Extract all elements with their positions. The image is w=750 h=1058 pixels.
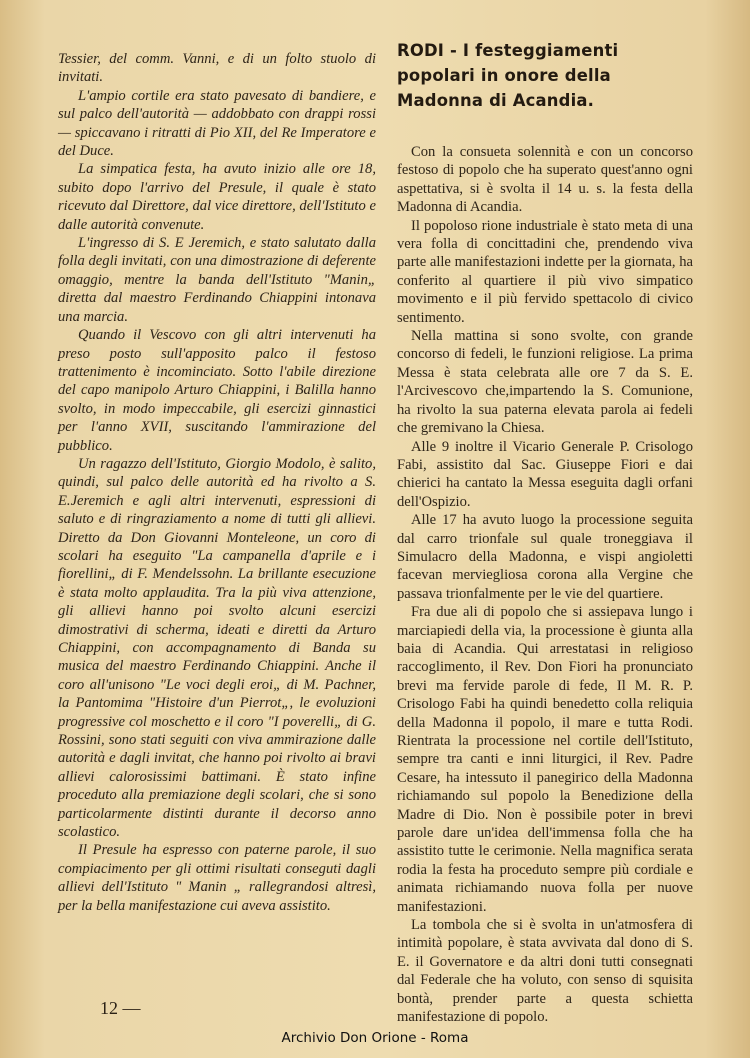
paragraph: Alle 17 ha avuto luogo la processione seguita dal carro trionfale sul quale troneggiava il Simulacro della Madonna, e vispi angioletti facevan merviegliosa corona alla Vergine che passava trionfalmente per le vie del quartiere. bbox=[397, 512, 693, 602]
paragraph: Alle 9 inoltre il Vicario Generale P. Crisologo Fabi, assistito dal Sac. Giuseppe Fiori e dai chierici ha cantato la Messa eseguita dagli orfani dell'Ospizio. bbox=[397, 438, 693, 510]
right-column-article bbox=[397, 38, 693, 1027]
page-number: 12 — bbox=[100, 998, 141, 1018]
paragraph: La tombola che si è svolta in un'atmosfera di intimità popolare, è stata avvivata dal dono di S. E. il Governatore e da altri doni tutti consegnati dal Federale che ha voluto, con senso di squisita bontà, prender parte a questa schietta manifestazione di popolo. bbox=[397, 917, 693, 1026]
archive-footer: Archivio Don Orione - Roma bbox=[281, 1030, 469, 1046]
paragraph: La simpatica festa, ha avuto inizio alle ore 18, subito dopo l'arrivo del Presule, il quale è stato ricevuto dal Direttore, dal vice direttore, dell'Istituto e dalle autorità convenute. bbox=[58, 161, 376, 233]
paragraph: Il popoloso rione industriale è stato meta di una vera folla di concittadini che, prendendo viva parte alle manifestazioni indette per la giornata, ha conferito al quartiere il più vivo simpatico movimento e il più fervido spettacolo di civico sentimento. bbox=[397, 217, 693, 326]
paragraph: Il Presule ha espresso con paterne parole, il suo compiacimento per gli ottimi risultati conseguti dagli allievi dell'Istituto " Manin „ rallegrandosi altresì, per la bella manifestazione cui aveva assistito. bbox=[58, 842, 376, 914]
article-headline: RODI - I festeggiamenti popolari in onore della Madonna di Acandia. bbox=[397, 41, 619, 110]
paragraph: Con la consueta solennità e con un concorso festoso di popolo che ha superato quest'anno ogni aspettativa, si è svolta il 14 u. s. la festa della Madonna di Acandia. bbox=[397, 144, 693, 216]
paragraph: Tessier, del comm. Vanni, e di un folto stuolo di invitati. bbox=[58, 51, 376, 86]
paragraph: Quando il Vescovo con gli altri intervenuti ha preso posto sull'apposito palco il festoso trattenimento è incominciato. Sotto l'abile direzione del capo manipolo Arturo Chiappini, i Balilla hanno svolto, in modo impeccabile, gli esercizi ginnastici per l'anno XVII, suscitando l'ammirazione del pubblico. bbox=[58, 327, 376, 454]
paragraph: Nella mattina si sono svolte, con grande concorso di fedeli, le funzioni religiose. La prima Messa è stata celebrata alle ore 7 da S. E. l'Arcivescovo che,impartendo la S. Comunione, ha rivolto la sua paterna elevata parola ai fedeli che gremivano la Chiesa. bbox=[397, 328, 693, 437]
paragraph: Fra due ali di popolo che si assiepava lungo i marciapiedi della via, la processione è giunta alla baia di Acandia. Qui arrestatasi in religioso raccoglimento, il Rev. Don Fiori ha pronunciato brevi ma fervide parole di fede, Il M. R. P. Crisologo Fabi ha quindi benedetto colla reliquia della Madonna il popolo, il mare e tutta Rodi. Rientrata la processione nel cortile dell'Istituto, sempre tra canti e inni liturgici, il Rev. Padre Cesare, ha intessuto il panegirico della Madonna richiamando sul popolo la Benedizione della Madre di Dio. Non è possibile poter in brevi parole dare un'idea dell'immensa folla che ha assistito tutte le cerimonie. Nella magnifica serata rodia la festa ha proceduto sempre più cordiale e animata richiamando nuova folla per nuove manifestazioni. bbox=[397, 604, 693, 915]
paragraph: L'ingresso di S. E Jeremich, e stato salutato dalla folla degli invitati, con una dimostrazione di deferente omaggio, mentre la banda dell'Istituto "Manin„ diretta dal maestro Ferdinando Chiappini intonava una marcia. bbox=[58, 235, 376, 325]
left-column-article-continuation bbox=[58, 50, 376, 915]
paragraph: Un ragazzo dell'Istituto, Giorgio Modolo, è salito, quindi, sul palco delle autorità ed ha rivolto a S. E.Jeremich e agli altri intervenuti, espressioni di saluto e di ringraziamento a nome di tutti gli allievi. Diretto da Don Giovanni Monteleone, un coro di scolari ha eseguito "La campanella d'aprile e i fiorellini„ di F. Mendelssohn. La brillante esecuzione è stata molto applaudita. Tra la più viva attenzione, gli allievi hanno poi svolto alcuni esercizi dimostrativi di scherma, ideati e diretti da Arturo Chiappini, con accompagnamento di Banda su musica del maestro Ferdinando Chiappini. Anche il coro all'unisono "Le voci degli eroi„ di M. Pachner, la Pantomima "Histoire d'un Pierrot„, le evoluzioni progressive col moschetto e il coro "I poverelli„ di G. Rossini, sono stati seguiti con viva ammirazione dalle autorità e dagli invitat, che hanno poi rivolto ai bravi allievi calorosissimi battimani. È stato infine proceduto alla premiazione degli scolari, che si sono particolarmente distinti durante il decorso anno scolastico. bbox=[58, 455, 376, 841]
paragraph: L'ampio cortile era stato pavesato di bandiere, e sul palco dell'autorità — addobbato con drappi rossi — spiccavano i ritratti di Pio XII, del Re Imperatore e del Duce. bbox=[58, 87, 376, 160]
